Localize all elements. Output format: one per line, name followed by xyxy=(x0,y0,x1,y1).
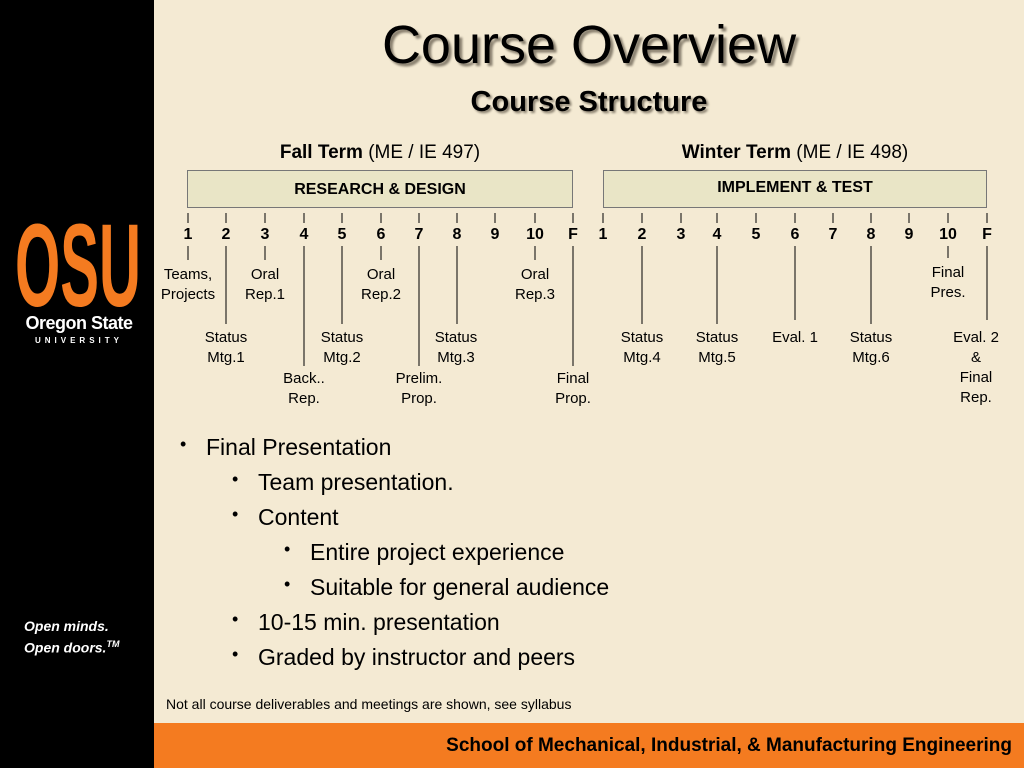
milestone-oral-rep-2 xyxy=(336,265,426,305)
milestone-text: Status xyxy=(320,329,364,346)
bullet-text: 10-15 min. presentation xyxy=(258,609,500,635)
bullet-dot: • xyxy=(232,644,239,664)
week-number: F xyxy=(568,226,578,243)
milestone-text: Status xyxy=(620,329,664,346)
milestone-text: Final xyxy=(556,370,590,387)
milestone-text: Pres. xyxy=(930,284,966,301)
week-number: 2 xyxy=(221,226,231,243)
milestone-text: Rep. xyxy=(288,390,320,407)
milestone-text: Rep.1 xyxy=(244,286,286,303)
week-number: 3 xyxy=(260,226,270,243)
fall-term-course: (ME / IE 497) xyxy=(362,142,481,163)
week-number: 10 xyxy=(939,226,957,243)
svg-text:OSU: OSU xyxy=(15,212,141,312)
week-number: F xyxy=(982,226,992,243)
milestone-status-mtg-3 xyxy=(411,328,501,368)
bullet-item xyxy=(232,504,339,531)
milestone-final-prop xyxy=(528,369,618,409)
milestone-prelim-prop xyxy=(374,369,464,409)
bullet-dot: • xyxy=(232,609,239,629)
milestone-text: Mtg.5 xyxy=(698,349,736,366)
milestone-text: Prelim. xyxy=(395,370,443,387)
footer-text: School of Mechanical, Industrial, & Manufacturing Engineering xyxy=(446,735,1012,756)
bullet-text: Team presentation. xyxy=(258,469,454,495)
bullet-item xyxy=(232,469,454,496)
bullet-item xyxy=(284,574,610,601)
week-number: 9 xyxy=(490,226,500,243)
trademark: TM xyxy=(106,639,120,649)
week-number: 9 xyxy=(904,226,914,243)
milestone-text: Projects xyxy=(160,286,216,303)
winter-term-name: Winter Term xyxy=(681,142,792,163)
milestone-text: Oral xyxy=(250,266,280,283)
milestone-final-pres xyxy=(903,263,993,303)
week-number: 1 xyxy=(598,226,608,243)
bullet-text: Content xyxy=(258,504,339,530)
milestone-text: Prop. xyxy=(401,390,437,407)
milestone-eval-2-final-rep xyxy=(931,328,1021,408)
week-number: 4 xyxy=(712,226,722,243)
milestone-text: Back.. xyxy=(283,370,325,387)
bullet-item xyxy=(232,644,576,671)
week-number: 4 xyxy=(299,226,309,243)
bullet-text: Suitable for general audience xyxy=(310,574,610,600)
milestone-back-rep xyxy=(259,369,349,409)
week-number: 5 xyxy=(337,226,347,243)
milestone-oral-rep-3 xyxy=(490,265,580,305)
bullet-item xyxy=(232,609,500,636)
bullet-item xyxy=(284,539,565,566)
week-number: 7 xyxy=(414,226,424,243)
phase-implement-test: IMPLEMENT & TEST xyxy=(603,170,987,208)
milestone-text: Rep.3 xyxy=(514,286,556,303)
bullet-dot: • xyxy=(284,574,291,594)
milestone-text: Rep. xyxy=(960,389,992,406)
milestone-text: Teams, xyxy=(163,266,213,283)
milestone-text: Eval. 1 xyxy=(772,329,818,346)
winter-term-course: (ME / IE 498) xyxy=(791,142,909,163)
week-number: 3 xyxy=(676,226,686,243)
logo-name: Oregon State xyxy=(25,313,133,333)
footer-bar xyxy=(154,723,1024,768)
milestone-text: Final xyxy=(931,264,965,281)
milestone-text: Oral xyxy=(520,266,550,283)
tagline-line-2: Open doors. xyxy=(24,639,107,656)
milestone-text: Status xyxy=(204,329,248,346)
milestone-text: Oral xyxy=(366,266,396,283)
milestone-oral-rep-1 xyxy=(220,265,310,305)
logo-university: UNIVERSITY xyxy=(34,336,123,345)
week-number: 8 xyxy=(452,226,462,243)
milestone-text: Mtg.1 xyxy=(207,349,245,366)
bullet-text: Entire project experience xyxy=(310,539,565,565)
milestone-text: Mtg.3 xyxy=(437,349,475,366)
bullet-text: Graded by instructor and peers xyxy=(258,644,576,670)
milestone-text: Rep.2 xyxy=(360,286,402,303)
milestone-text: Mtg.4 xyxy=(623,349,661,366)
bullet-text: Final Presentation xyxy=(206,434,392,460)
week-number: 7 xyxy=(828,226,838,243)
bullet-dot: • xyxy=(180,434,187,454)
bullet-dot: • xyxy=(284,539,291,559)
week-number: 5 xyxy=(751,226,761,243)
week-number: 2 xyxy=(637,226,647,243)
week-number: 6 xyxy=(790,226,800,243)
milestone-text: Status xyxy=(849,329,893,346)
tagline xyxy=(24,617,119,657)
milestone-status-mtg-1 xyxy=(181,328,271,368)
fall-term-name: Fall Term xyxy=(279,142,363,163)
milestone-text: Prop. xyxy=(555,390,591,407)
milestone-status-mtg-2 xyxy=(297,328,387,368)
slide-title: Course Overview xyxy=(381,15,797,75)
week-number: 1 xyxy=(183,226,193,243)
milestone-status-mtg-6 xyxy=(826,328,916,368)
week-number: 8 xyxy=(866,226,876,243)
slide-subtitle: Course Structure xyxy=(470,86,708,118)
phase-research-design: RESEARCH & DESIGN xyxy=(187,170,573,208)
milestone-text: Status xyxy=(434,329,478,346)
milestone-text: & xyxy=(970,349,981,366)
milestone-text: Mtg.2 xyxy=(323,349,361,366)
week-number: 10 xyxy=(526,226,544,243)
bullet-item xyxy=(180,434,392,461)
week-number: 6 xyxy=(376,226,386,243)
milestone-text: Status xyxy=(695,329,739,346)
milestone-status-mtg-5 xyxy=(672,328,762,368)
bullet-dot: • xyxy=(232,504,239,524)
milestone-text: Mtg.6 xyxy=(852,349,890,366)
tagline-line-1: Open minds. xyxy=(24,618,109,634)
bullet-dot: • xyxy=(232,469,239,489)
milestone-text: Final xyxy=(959,369,993,386)
footnote: Not all course deliverables and meetings are shown, see syllabus xyxy=(166,696,572,712)
milestone-text: Eval. 2 xyxy=(953,329,999,346)
